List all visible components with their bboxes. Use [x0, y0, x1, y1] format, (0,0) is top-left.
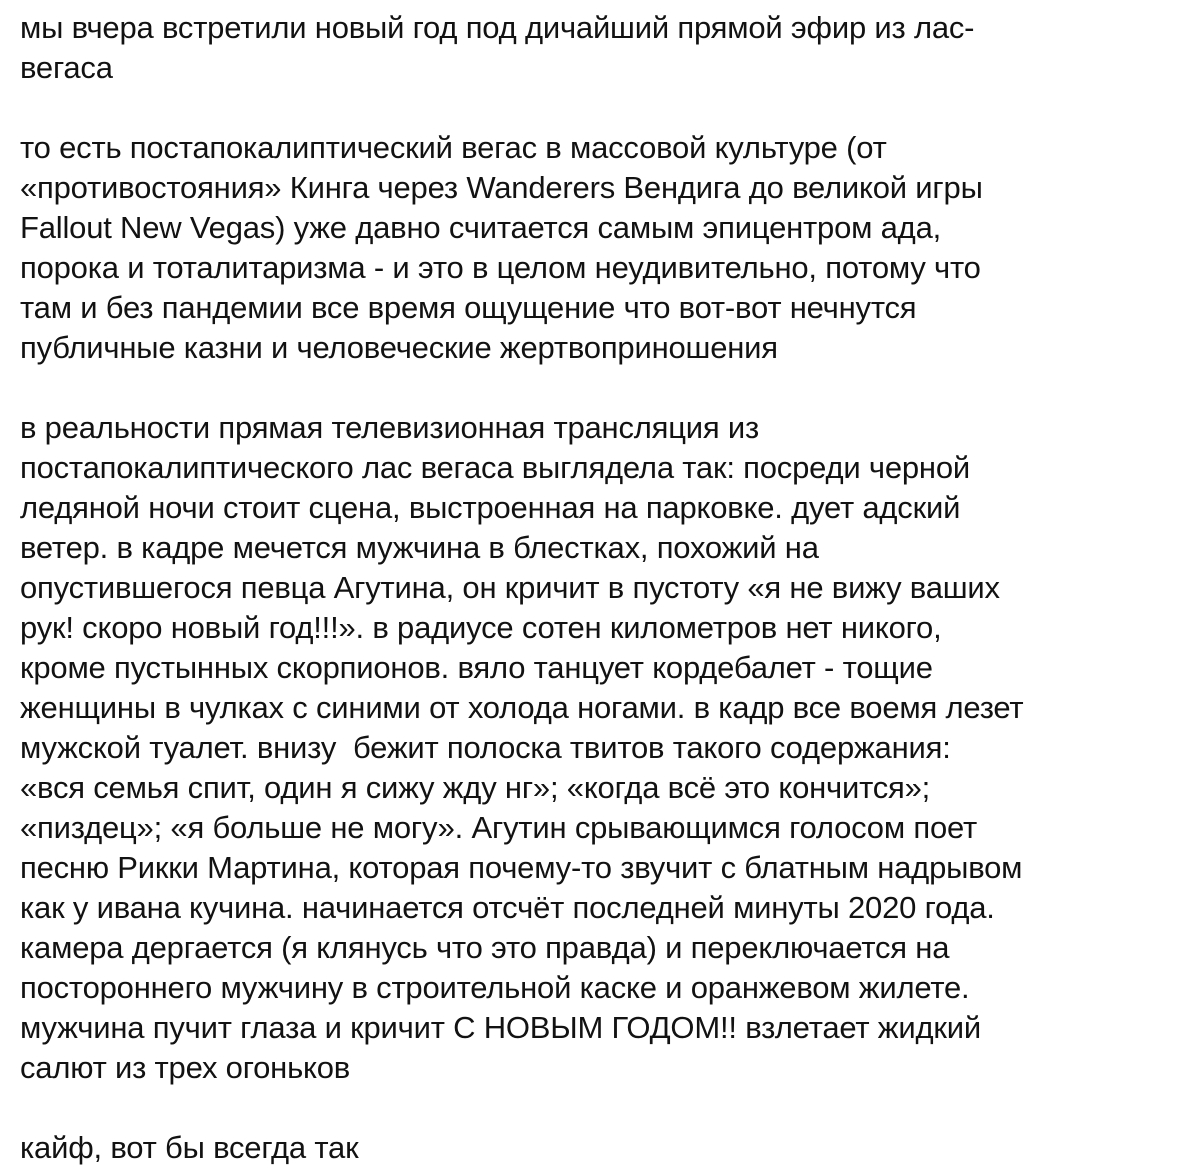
paragraph-2 — [20, 128, 1170, 368]
text-line: кайф, вот бы всегда так — [20, 1130, 359, 1165]
text-line: опустившегося певца Агутина, он кричит в пустоту «я не вижу ваших — [20, 570, 1000, 605]
paragraph-1 — [20, 8, 1170, 88]
text-line: Fallout New Vegas) уже давно считается самым эпицентром ада, — [20, 210, 942, 245]
text-line: «вся семья спит, один я сижу жду нг»; «когда всё это кончится»; — [20, 770, 931, 805]
text-line: «противостояния» Кинга через Wanderers Вендига до великой игры — [20, 170, 983, 205]
text-line: салют из трех огоньков — [20, 1050, 351, 1085]
text-line: постороннего мужчину в строительной каске и оранжевом жилете. — [20, 970, 970, 1005]
paragraph-gap — [20, 368, 1170, 408]
text-line: ветер. в кадре мечется мужчина в блестках, похожий на — [20, 530, 819, 565]
text-line: в реальности прямая телевизионная трансляция из — [20, 410, 760, 445]
text-line: постапокалиптического лас вегаса выглядела так: посреди черной — [20, 450, 971, 485]
text-line: рук! скоро новый год!!!». в радиусе сотен километров нет никого, — [20, 610, 942, 645]
note-text — [20, 0, 1170, 1168]
text-line: публичные казни и человеческие жертвоприношения — [20, 330, 778, 365]
paragraph-gap — [20, 1088, 1170, 1128]
text-line: то есть постапокалиптический вегас в массовой культуре (от — [20, 130, 887, 165]
text-line: женщины в чулках с синими от холода ногами. в кадр все воемя лезет — [20, 690, 1024, 725]
text-line: ледяной ночи стоит сцена, выстроенная на парковке. дует адский — [20, 490, 961, 525]
paragraph-gap — [20, 88, 1170, 128]
text-line: там и без пандемии все время ощущение что вот-вот нечнутся — [20, 290, 917, 325]
text-line: вегаса — [20, 50, 113, 85]
text-line: песню Рикки Мартина, которая почему-то звучит с блатным надрывом — [20, 850, 1023, 885]
text-line: камера дергается (я клянусь что это правда) и переключается на — [20, 930, 950, 965]
text-line: кроме пустынных скорпионов. вяло танцует кордебалет - тощие — [20, 650, 933, 685]
text-line: мужчина пучит глаза и кричит С НОВЫМ ГОДОМ!! взлетает жидкий — [20, 1010, 981, 1045]
text-line: мужской туалет. внизу бежит полоска твитов такого содержания: — [20, 730, 951, 765]
text-line: как у ивана кучина. начинается отсчёт последней минуты 2020 года. — [20, 890, 995, 925]
paragraph-3 — [20, 408, 1170, 1088]
text-line: мы вчера встретили новый год под дичайший прямой эфир из лас- — [20, 10, 975, 45]
text-line: порока и тоталитаризма - и это в целом неудивительно, потому что — [20, 250, 981, 285]
paragraph-4 — [20, 1128, 1170, 1168]
text-line: «пиздец»; «я больше не могу». Агутин срывающимся голосом поет — [20, 810, 978, 845]
